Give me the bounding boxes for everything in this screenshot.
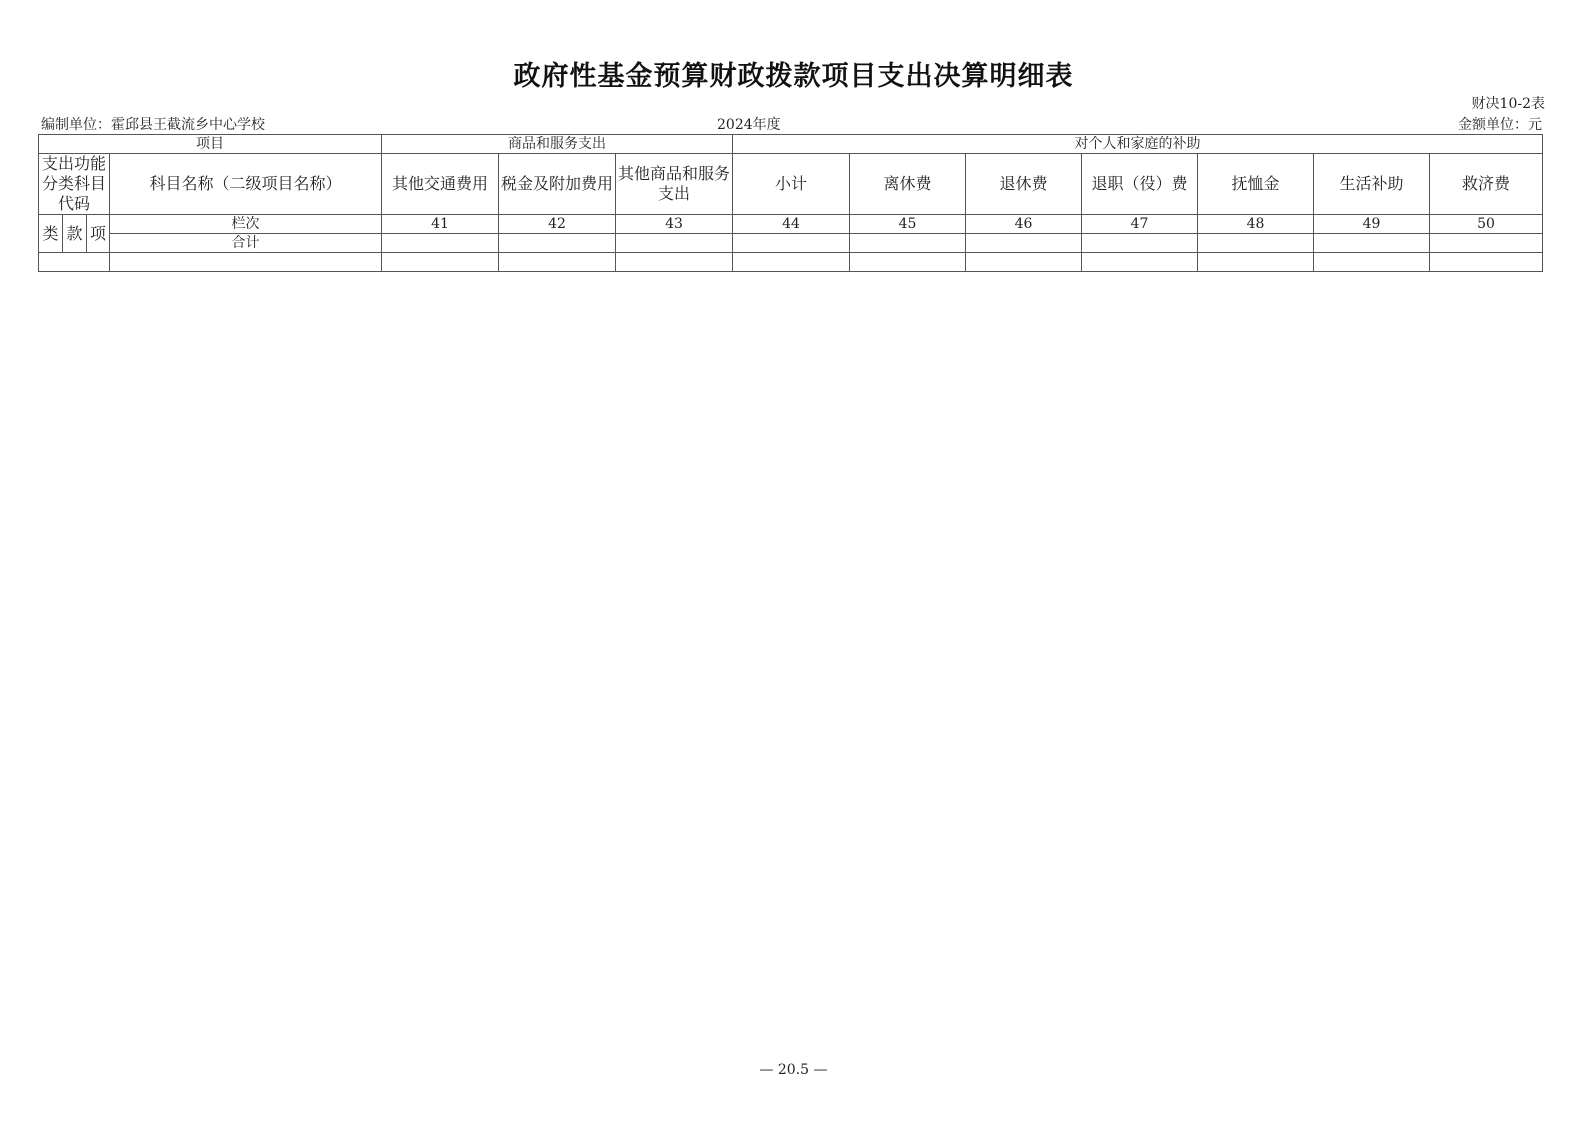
total-cell [1198,234,1314,253]
header-col-43: 其他商品和服务支出 [616,154,733,215]
col-no-50: 50 [1430,215,1543,234]
col-no-48: 48 [1198,215,1314,234]
header-subject-name: 科目名称（二级项目名称） [110,154,382,215]
col-no-43: 43 [616,215,733,234]
header-personal-family: 对个人和家庭的补助 [733,135,1543,154]
empty-code-cell [39,253,110,272]
budget-table [38,134,1543,272]
empty-cell [1430,253,1543,272]
empty-cell [499,253,616,272]
header-col-47: 退职（役）费 [1082,154,1198,215]
total-cell [382,234,499,253]
total-row [39,234,1543,253]
total-label: 合计 [110,234,382,253]
col-no-45: 45 [850,215,966,234]
header-col-44: 小计 [733,154,850,215]
total-cell [966,234,1082,253]
col-no-47: 47 [1082,215,1198,234]
empty-cell [733,253,850,272]
header-col-45: 离休费 [850,154,966,215]
total-cell [850,234,966,253]
empty-cell [850,253,966,272]
col-no-44: 44 [733,215,850,234]
form-code: 财决10-2表 [1471,96,1545,112]
empty-cell [1082,253,1198,272]
fiscal-year: 2024年度 [717,117,781,133]
empty-cell [110,253,382,272]
empty-cell [1314,253,1430,272]
total-cell [1314,234,1430,253]
header-col-41: 其他交通费用 [382,154,499,215]
total-cell [733,234,850,253]
empty-cell [1198,253,1314,272]
column-header-row [39,154,1543,215]
empty-cell [616,253,733,272]
header-col-49: 生活补助 [1314,154,1430,215]
total-cell [499,234,616,253]
total-cell [1082,234,1198,253]
col-no-42: 42 [499,215,616,234]
table-row [39,253,1543,272]
empty-cell [966,253,1082,272]
header-col-48: 抚恤金 [1198,154,1314,215]
col-no-46: 46 [966,215,1082,234]
code-section: 款 [63,215,87,253]
header-project: 项目 [39,135,382,154]
code-class: 类 [39,215,63,253]
meta-row [41,114,1542,132]
header-goods-services: 商品和服务支出 [382,135,733,154]
group-header-row [39,135,1543,154]
total-cell [616,234,733,253]
total-cell [1430,234,1543,253]
page-title: 政府性基金预算财政拨款项目支出决算明细表 [513,61,1074,92]
amount-unit: 金额单位：元 [1458,117,1542,133]
compiling-unit: 编制单位：霍邱县王截流乡中心学校 [41,117,265,133]
index-row [39,215,1543,234]
row-index-label: 栏次 [110,215,382,234]
header-col-46: 退休费 [966,154,1082,215]
page-number: — 20.5 — [759,1062,828,1078]
header-function-code: 支出功能分类科目代码 [39,154,110,215]
header-col-42: 税金及附加费用 [499,154,616,215]
empty-cell [382,253,499,272]
col-no-49: 49 [1314,215,1430,234]
header-col-50: 救济费 [1430,154,1543,215]
code-item: 项 [87,215,110,253]
col-no-41: 41 [382,215,499,234]
